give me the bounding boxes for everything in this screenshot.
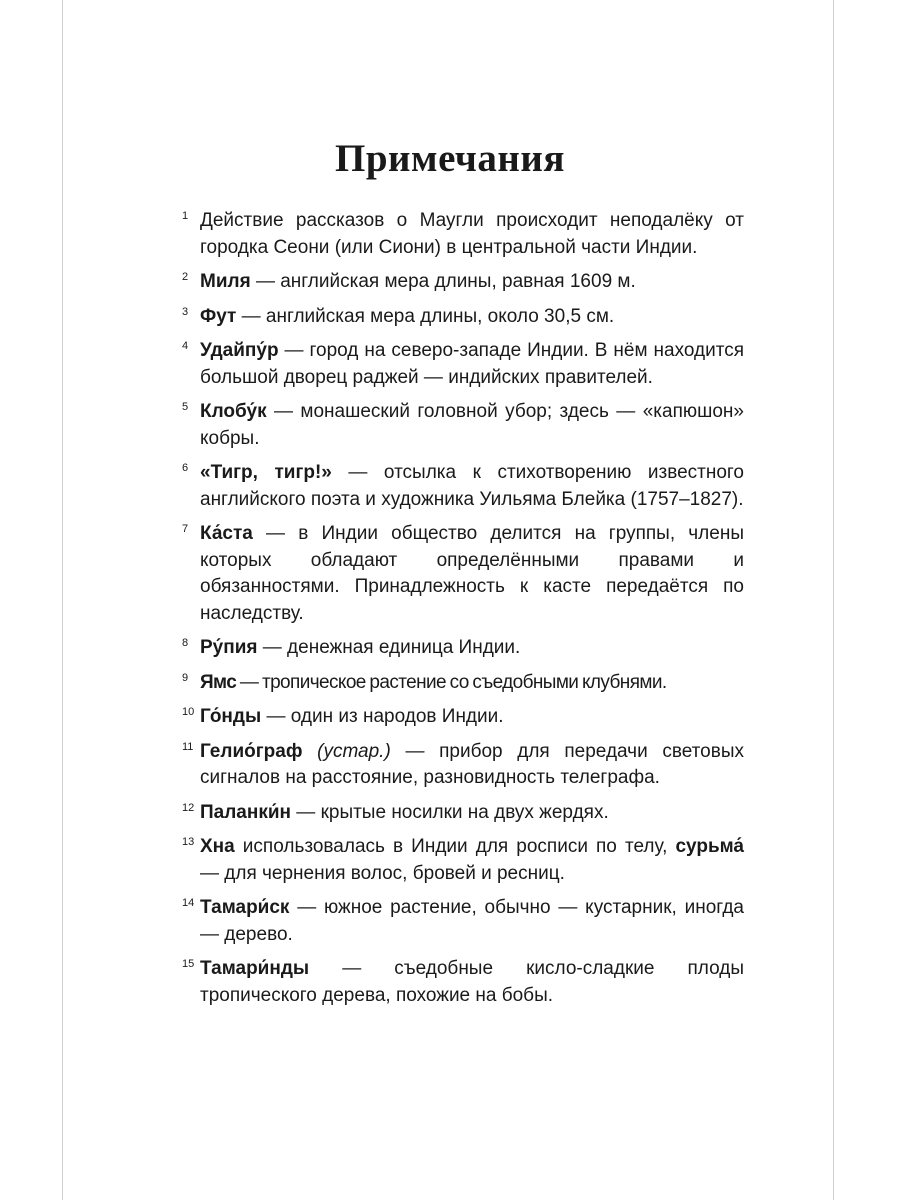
note-term: Тамари́ск (200, 897, 290, 918)
note-term: Хна (200, 836, 235, 857)
note-text: — английская мера длины, около 30,5 см. (236, 305, 615, 327)
note-number: 11 (182, 740, 194, 753)
note-text: — съедобные кисло-сладкие плоды тропического дерева, похожие на бобы. (200, 958, 744, 1006)
note-term: Гелио́граф (200, 740, 303, 762)
note-item (182, 635, 744, 662)
note-text: — монашеский головной убор; здесь — «капюшон» кобры. (200, 401, 744, 449)
note-number: 7 (182, 523, 189, 535)
note-item (182, 704, 744, 731)
note-term: Ка́ста (200, 523, 253, 544)
note-number: 12 (182, 801, 195, 814)
note-text: Действие рассказов о Маугли происходит неподалёку от городка Сеони (или Сиони) в центральной части Индии. (200, 210, 744, 258)
note-number: 9 (182, 671, 188, 684)
note-text: — отсылка к стихотворению известного английского поэта и художника Уильяма Блейка (1757–1827). (200, 462, 744, 510)
note-item (182, 739, 744, 792)
note-number: 2 (182, 271, 189, 283)
note-item (182, 269, 744, 296)
note-term: Ру́пия (200, 637, 258, 658)
note-term: Ямс (200, 671, 237, 693)
note-term: Миля (200, 271, 251, 292)
note-item (182, 834, 744, 887)
note-text: — тропическое растение со съедобными клубнями. (236, 671, 667, 693)
notes-list (182, 208, 744, 1017)
note-term: Тамари́нды (200, 958, 310, 979)
note-item (182, 399, 744, 452)
note-number: 1 (182, 210, 189, 222)
note-item (182, 956, 744, 1009)
note-term: Паланки́н (200, 801, 292, 823)
note-item (182, 521, 744, 627)
note-text: — город на северо-западе Индии. В нём находится большой дворец раджей — индийских правителей. (200, 340, 744, 388)
note-text: — денежная единица Индии. (257, 637, 521, 658)
note-text: — для чернения волос, бровей и ресниц. (200, 862, 565, 884)
note-text: — крытые носилки на двух жердях. (291, 801, 609, 823)
note-number: 8 (182, 637, 189, 649)
note-term: «Тигр, тигр!» (200, 462, 332, 483)
note-text: — в Индии общество делится на группы, члены которых обладают определёнными правами и обязанностями. Принадлежность к касте передаётся по наследству. (200, 523, 744, 624)
note-item (182, 670, 744, 697)
note-term: Фут (200, 305, 237, 327)
note-text: — английская мера длины, равная 1609 м. (250, 271, 636, 292)
note-text: — один из народов Индии. (261, 706, 504, 727)
note-item (182, 895, 744, 948)
note-item (182, 208, 744, 261)
note-number: 3 (182, 305, 189, 318)
page-title: Примечания (335, 137, 565, 180)
note-term: Клобу́к (200, 401, 267, 422)
note-text: — прибор для передачи световых сигналов на расстояние, разновидность телеграфа. (200, 740, 744, 788)
note-text: использовалась в Индии для росписи по телу, (234, 836, 668, 857)
note-term: Го́нды (200, 706, 262, 727)
note-number: 4 (182, 340, 189, 352)
note-term: Удайпу́р (200, 340, 279, 361)
note-number: 10 (182, 706, 195, 718)
note-item (182, 460, 744, 513)
note-number: 14 (182, 897, 195, 909)
note-number: 13 (182, 836, 195, 848)
note-item (182, 800, 744, 827)
note-number: 6 (182, 462, 189, 474)
note-text: — южное растение, обычно — кустарник, иногда — дерево. (200, 897, 744, 945)
note-number: 5 (182, 401, 189, 413)
note-item (182, 304, 744, 331)
note-number: 15 (182, 958, 195, 970)
note-item (182, 338, 744, 391)
note-remark: (устар.) (302, 740, 391, 762)
note-term: сурьма́ (675, 836, 744, 857)
